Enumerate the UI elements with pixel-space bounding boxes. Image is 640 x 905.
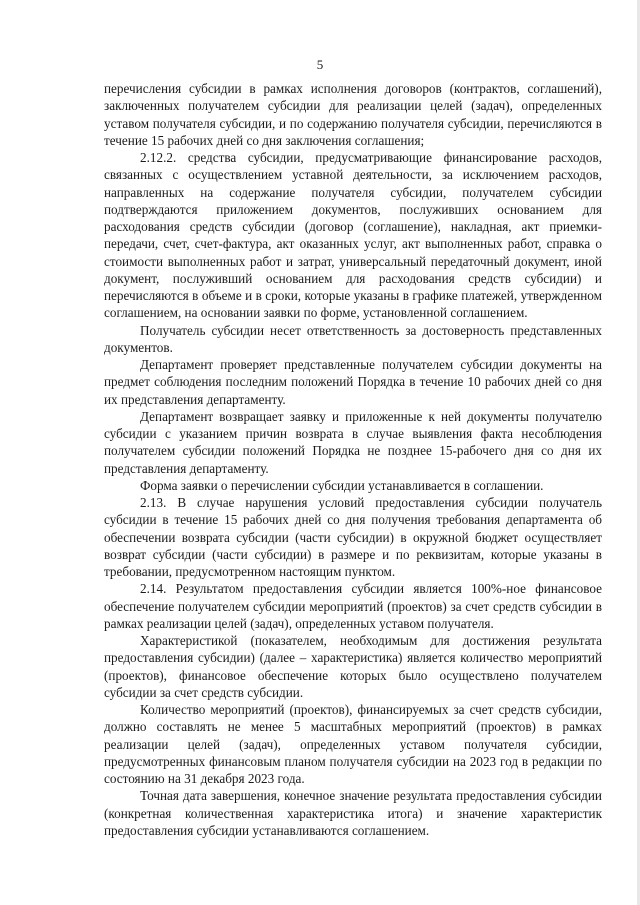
page-number: 5 [316, 57, 324, 72]
paragraph: 2.14. Результатом предоставления субсидии является 100%-ное финансовое обеспечение получателем субсидии мероприятий (проектов) за счет средств субсидии в рамках реализации целей (задач), определенных уставом получателя. [104, 581, 602, 631]
paragraph: Департамент проверяет представленные получателем субсидии документы на предмет соблюдения последним положений Порядка в течение 10 рабочих дней со дня их представления департаменту. [104, 357, 602, 407]
paragraph: Форма заявки о перечислении субсидии устанавливается в соглашении. [140, 477, 544, 493]
paragraph: 2.12.2. средства субсидии, предусматривающие финансирование расходов, связанных с осуществлением уставной деятельности, за исключением расходов, направленных на содержание получателя субсидии, получателем субсидии подтверждаются приложением документов, послуживших основанием для расходования средств субсидии (договор (соглашение), накладная, акт приемки-передачи, счет, счет-фактура, акт оказанных услуг, акт выполненных работ, справка о стоимости выполненных работ и затрат, универсальный передаточный документ, иной документ, послуживший основанием для расходования средств субсидии) и перечисляются в объеме и в сроки, которые указаны в графике платежей, утвержденном соглашением, на основании заявки по форме, установленной соглашением. [104, 150, 602, 321]
paragraph: Точная дата завершения, конечное значение результата предоставления субсидии (конкретная количественная характеристика итога) и значение характеристик предоставления субсидии устанавливаются соглашением. [104, 788, 602, 838]
paragraph: Получатель субсидии несет ответственность за достоверность представленных документов. [104, 322, 602, 355]
paragraph: Количество мероприятий (проектов), финансируемых за счет средств субсидии, должно составлять не менее 5 масштабных мероприятий (проектов) в рамках реализации целей (задач), определенных уставом получателя субсидии, предусмотренных финансовым планом получателя субсидии на 2023 год в редакции по состоянию на 31 декабря 2023 года. [104, 702, 602, 786]
paragraph: перечисления субсидии в рамках исполнения договоров (контрактов, соглашений), заключенных получателем субсидии для реализации целей (задач), определенных уставом получателя субсидии, и по содержанию получателя субсидии, перечисляются в течение 15 рабочих дней со дня заключения соглашения; [104, 81, 602, 148]
document-body [104, 80, 602, 839]
paragraph: Характеристикой (показателем, необходимым для достижения результата предоставления субсидии) (далее – характеристика) является количество мероприятий (проектов), финансовое обеспечение которых было осуществлено получателем субсидии за счет средств субсидии. [104, 633, 602, 700]
paragraph: 2.13. В случае нарушения условий предоставления субсидии получатель субсидии в течение 15 рабочих дней со дня получения требования департамента об обеспечении возврата субсидии (части субсидии) в окружной бюджет осуществляет возврат субсидии (части субсидии) в размере и по реквизитам, которые указаны в требовании, предусмотренном настоящим пунктом. [104, 495, 602, 579]
paragraph: Департамент возвращает заявку и приложенные к ней документы получателю субсидии с указанием причин возврата в случае выявления факта несоблюдения получателем субсидии положений Порядка не позднее 15-рабочего дня со дня их представления департаменту. [104, 408, 602, 476]
